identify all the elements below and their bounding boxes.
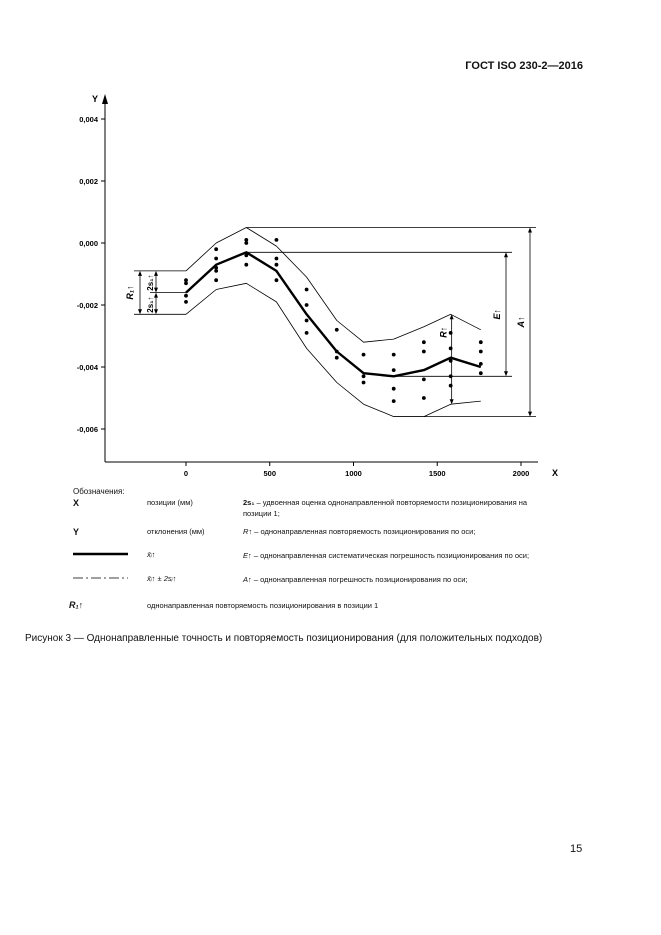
y-tick-label: -0,002 (76, 301, 98, 310)
y-tick-label: 0,000 (79, 239, 98, 248)
legend-symbol-y: Y (73, 527, 80, 537)
measurement-point (275, 257, 279, 261)
x-tick-label: 500 (263, 469, 277, 478)
measurement-point (214, 247, 218, 251)
figure-caption: Рисунок 3 — Однонаправленные точность и повторяемость позиционирования (для положительных подходов) (25, 633, 543, 644)
legend-desc-x: позиции (мм) (147, 498, 193, 507)
series-mean-line (186, 252, 481, 376)
y-tick-label: -0,006 (76, 425, 98, 434)
dim-arrow-a-head-bottom (528, 412, 532, 417)
measurement-point (362, 374, 366, 378)
x-tick-label: 1000 (345, 469, 362, 478)
legend-line-samples (73, 550, 133, 590)
measurement-point (422, 350, 426, 354)
legend-desc-mean: x̄ᵢ↑ (147, 550, 156, 559)
label-r1: R₁↑ (125, 285, 135, 300)
measurement-point (422, 396, 426, 400)
measurement-point (214, 257, 218, 261)
legend-right-2s (243, 497, 533, 519)
measurement-point (184, 294, 188, 298)
legend-term-2s: 2s₁ (243, 498, 255, 507)
legend-symbol-r1: R₁↑ (69, 600, 84, 610)
dim-arrow-r1-head-bottom (138, 309, 142, 314)
measurement-point (275, 238, 279, 242)
y-axis-label: Y (92, 94, 99, 104)
measurement-point (244, 241, 248, 245)
legend-desc-2s: – удвоенная оценка однонаправленной повторяемости позиционирования на позиции 1; (243, 498, 528, 518)
legend-term-r: R↑ (243, 527, 253, 536)
measurement-point (335, 328, 339, 332)
legend-right-e (243, 550, 533, 561)
measurement-point (244, 263, 248, 267)
measurement-point (362, 381, 366, 385)
measurement-point (335, 356, 339, 360)
measurement-point (479, 350, 483, 354)
measurement-point (422, 378, 426, 382)
measurement-point (214, 278, 218, 282)
legend-symbol-x: X (73, 498, 80, 508)
y-tick-label: 0,004 (79, 115, 98, 124)
y-tick-label: 0,002 (79, 177, 98, 186)
label-r: R↑ (438, 326, 449, 338)
measurement-point (335, 350, 339, 354)
legend-desc-r1: однонаправленная повторяемость позиционирования в позиции 1 (147, 601, 379, 610)
x-axis-label: X (552, 468, 559, 478)
legend-term-e: E↑ (243, 551, 252, 560)
chart-series (186, 228, 481, 417)
label-2s1-upper: 2s₁↑ (146, 274, 155, 291)
x-tick-label: 2000 (512, 469, 530, 478)
measurement-point (305, 331, 309, 335)
measurement-point (214, 269, 218, 273)
measurement-point (392, 368, 396, 372)
measurement-point (392, 353, 396, 357)
legend-term-a: A↑ (243, 575, 252, 584)
legend-title: Обозначения: (73, 487, 125, 496)
label-2s1-lower: 2s₁↑ (146, 296, 155, 313)
legend-desc-e: – однонаправленная систематическая погрешность позиционирования по оси; (253, 551, 530, 560)
legend-right-r (243, 526, 533, 537)
page-number: 15 (570, 843, 583, 855)
measurement-point (392, 387, 396, 391)
x-tick-label: 0 (183, 469, 189, 478)
legend-desc-a: – однонаправленная погрешность позиционирования по оси; (253, 575, 468, 584)
measurement-point (305, 319, 309, 323)
measurement-point (244, 254, 248, 258)
measurement-point (305, 303, 309, 307)
dim-arrow-r-head-bottom (450, 399, 454, 404)
legend-desc-y: отклонения (мм) (147, 527, 205, 536)
chart-axes (102, 94, 538, 462)
document-header: ГОСТ ISO 230-2—2016 (465, 60, 583, 72)
measurement-point (275, 263, 279, 267)
legend-desc-r: – однонаправленная повторяемость позиционирования по оси; (254, 527, 476, 536)
series-lower-band-line (186, 283, 481, 416)
chart-annotations (125, 228, 536, 417)
y-tick-label: -0,004 (76, 363, 98, 372)
chart-ticks (77, 115, 530, 478)
label-e: E↑ (492, 309, 502, 320)
measurement-point (479, 371, 483, 375)
legend-desc-band: x̄ᵢ↑ ± 2sᵢ↑ (147, 574, 177, 583)
dim-arrow-e-head-bottom (504, 371, 508, 376)
series-upper-band-line (186, 228, 481, 343)
measurement-point (184, 281, 188, 285)
y-axis-arrow (102, 94, 108, 104)
measurement-point (184, 300, 188, 304)
dim-arrow-r-head-top (450, 314, 454, 319)
dim-arrow-e-head-top (504, 252, 508, 257)
measurement-point (305, 288, 309, 292)
dim-arrow-a-head-top (528, 228, 532, 233)
measurement-point (275, 278, 279, 282)
x-tick-label: 1500 (428, 469, 446, 478)
measurement-point (422, 340, 426, 344)
measurement-point (362, 353, 366, 357)
dim-arrow-r1-head-top (138, 271, 142, 276)
measurement-point (479, 362, 483, 366)
measurement-point (479, 340, 483, 344)
legend-right-a (243, 574, 533, 585)
label-a: A↑ (516, 316, 526, 328)
measurement-point (392, 399, 396, 403)
